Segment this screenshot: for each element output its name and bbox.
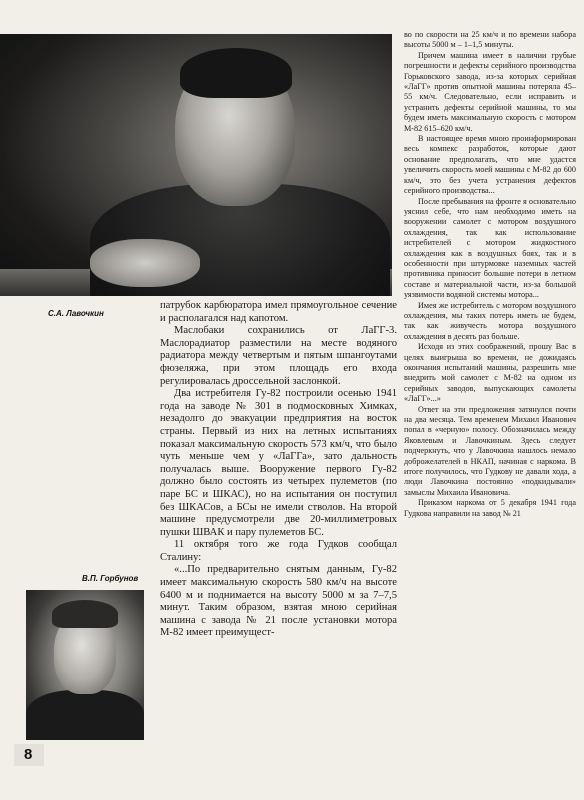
- hair-shape: [180, 48, 292, 98]
- gorbunov-caption: В.П. Горбунов: [82, 574, 139, 583]
- page-number: 8: [24, 746, 33, 763]
- paragraph: Два истребителя Гу-82 построили осенью 1941 года на заводе № 301 в подмосковных Химках, незадолго до эвакуации предприятия на восток страны. Первый из них на летных испытаниях показал максимальную скорость 573 км/ч, что было чуть меньше чем у «ЛаГГа», зато дальность получалась выше. Вооружение первого Гу-82 должно было состоять из четырех пулеметов (по паре БС и ШКАС), но на испытания он поступил без ШКАСов, а БСы не имели стволов. На второй машине предусмотрели две 20-миллиметровых пушки ШВАК и пару пулеметов БС.: [160, 388, 397, 538]
- hand-shape: [90, 239, 200, 287]
- paragraph: Маслобаки сохранились от ЛаГГ-3. Маслорадиатор разместили на месте водяного радиатора между четвертым и пятым шпангоутами фюзеляжа, при этом площадь его входа регулировалась дроссельной заслонкой.: [160, 325, 397, 387]
- paragraph: «...По предварительно снятым данным, Гу-82 имеет максимальную скорость 580 км/ч на высоте 6400 м и поднимается на высоту 5000 м за 7–7,5 минут. Таким образом, взятая мною серийная машина с завода № 21 после установки мотора М-82 имеет преимущест-: [160, 564, 397, 639]
- paragraph: Исходя из этих соображений, прошу Вас в целях выигрыша во времени, не дожидаясь окончания испытаний машины, разрешить мне внедрить мой самолет с М-82 на одном из серийных заводов, выпускающих самолеты «ЛаГГ»...»: [404, 342, 576, 404]
- middle-text-column: [160, 300, 397, 640]
- page-number-box: [14, 744, 44, 766]
- hair-shape: [52, 600, 118, 628]
- paragraph: Ответ на эти предложения затянулся почти на два месяца. Тем временем Михаил Иванович попал в «черную» полосу. Обозначилась между Яковлевым и Лавочкиным. Здесь следует подчеркнуть, что у Лавочкина нашлось немало доброжелателей в НКАП, начиная с наркома. В итоге получилось, что Гудкову не давали хода, а люди Лавочкина постоянно «подкидывали» замыслы Михаила Ивановича.: [404, 404, 576, 497]
- paragraph: Имея же истребитель с мотором воздушного охлаждения, мы таких потерь иметь не будем, так как живучесть мотора воздушного охлаждения в десять раз больше.: [404, 300, 576, 341]
- paragraph: патрубок карбюратора имел прямоугольное сечение и располагался над капотом.: [160, 300, 397, 324]
- paragraph: Приказом наркома от 5 декабря 1941 года Гудкова направили на завод № 21: [404, 498, 576, 518]
- paragraph: 11 октября того же года Гудков сообщал Сталину:: [160, 539, 397, 563]
- paragraph: Причем машина имеет в наличии грубые погрешности и дефекты серийного производства Горьковского завода, из-за которых серийная «ЛаГГ» против опытной машины потеряла 45–55 км/ч. Следовательно, если исправить и устранить дефекты серийной машины, то мы будем иметь максимальную скорость с мотором М-82 615–620 км/ч.: [404, 50, 576, 133]
- paragraph: После пребывания на фронте я основательно уяснил себе, что нам необходимо иметь на вооружении самолет с мотором воздушного охлаждения, так как использование истребителей с мотором жидкостного охлаждения как в воздушных боях, так и в особенности при штурмовке наземных частей противника приносит большие потери в летном составе и материальной части, из-за большой уязвимости водяной системы мотора...: [404, 196, 576, 300]
- lavochkin-photo: [0, 34, 392, 296]
- paragraph: во по скорости на 25 км/ч и по времени набора высоты 5000 м – 1–1,5 минуты.: [404, 30, 576, 50]
- gorbunov-photo: [26, 590, 144, 740]
- paragraph: В настоящее время мною проинформирован весь компекс разработок, которые дают основание предполагать, что мне удастся увеличить скорость моей машины с М-82 до 600 км/ч, это без учета устранения дефектов серийного производства...: [404, 134, 576, 196]
- lavochkin-caption: С.А. Лавочкин: [48, 309, 104, 318]
- coat-shape: [26, 690, 144, 740]
- right-text-column: [404, 30, 576, 519]
